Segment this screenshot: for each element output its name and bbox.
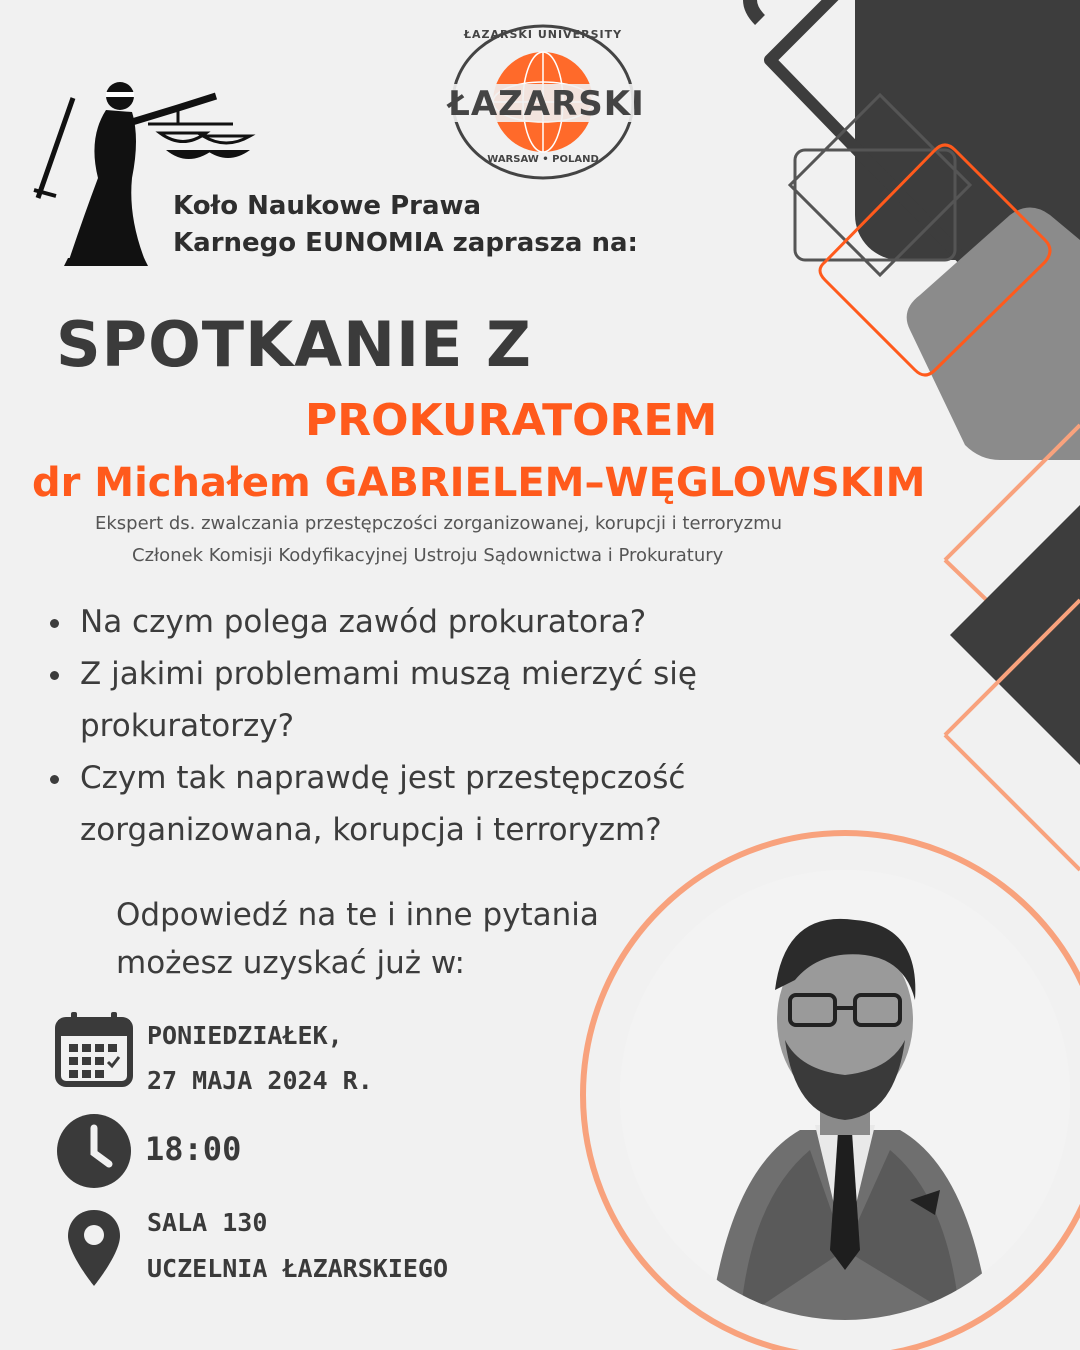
clock-icon [55,1112,133,1190]
organizer-line-1: Koło Naukowe Prawa [173,191,482,221]
title-role: PROKURATOREM [305,395,718,446]
speaker-credential-2: Członek Komisji Kodyfikacyjnej Ustroju Sądownictwa i Prokuratury [132,545,724,566]
speaker-photo [620,870,1070,1320]
event-time: 18:00 [145,1130,242,1168]
question-text-cont: prokuratorzy? [80,708,295,744]
logo-location: WARSAW • POLAND [487,154,599,165]
logo-ring-text: ŁAZARSKI UNIVERSITY [463,28,623,41]
event-date: 27 MAJA 2024 R. [147,1066,373,1095]
question-list [50,596,770,856]
location-pin-icon [66,1208,122,1288]
answer-line-2: możesz uzyskać już w: [116,945,465,981]
list-item [50,648,770,752]
question-text: Na czym polega zawód prokuratora? [80,604,647,640]
list-item [50,752,770,856]
answer-line-1: Odpowiedź na te i inne pytania [116,897,599,933]
speaker-credential-1: Ekspert ds. zwalczania przestępczości zorganizowanej, korupcji i terroryzmu [95,513,783,534]
page-title: SPOTKANIE Z [56,308,532,381]
title-speaker-name: dr Michałem GABRIELEM–WĘGLOWSKIM [32,460,926,506]
event-place: UCZELNIA ŁAZARSKIEGO [147,1254,449,1283]
logo-name: ŁAZARSKI [448,84,645,124]
list-item [50,596,770,648]
calendar-icon [55,1010,133,1088]
question-text: Czym tak naprawdę jest przestępczość [80,760,686,796]
organizer-line-2: Karnego EUNOMIA zaprasza na: [173,228,638,258]
event-day: PONIEDZIAŁEK, [147,1021,343,1050]
university-logo [448,22,645,182]
question-text: Z jakimi problemami muszą mierzyć się [80,656,697,692]
event-room: SALA 130 [147,1208,268,1237]
question-text-cont: zorganizowana, korupcja i terroryzm? [80,812,662,848]
